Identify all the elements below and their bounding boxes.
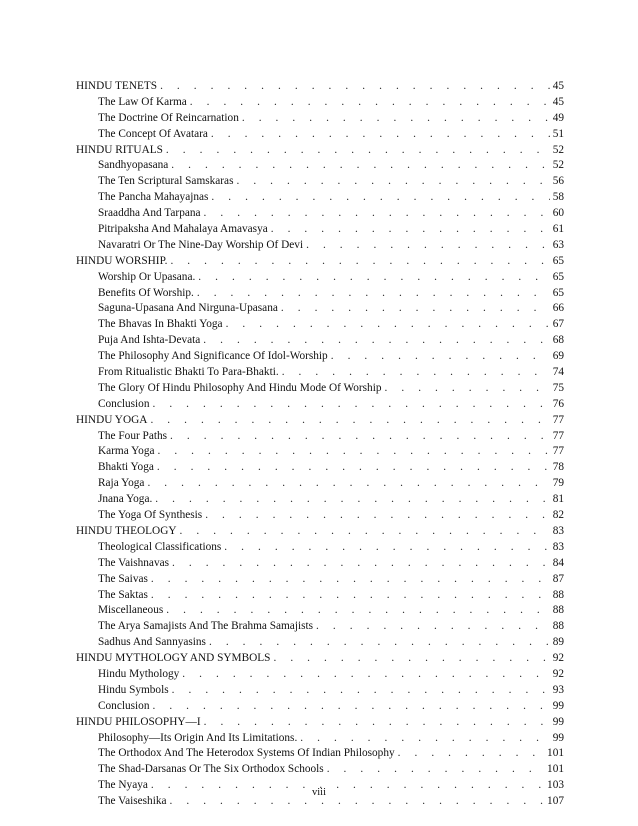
toc-entry-page: 69 — [552, 350, 564, 363]
toc-entry-page: 76 — [552, 397, 564, 410]
toc-section-entry — [76, 524, 564, 540]
toc-entry-title: Puja And Ishta-Devata — [98, 334, 201, 347]
toc-entry-title: The Concept Of Avatara — [98, 127, 208, 140]
toc-entry-title: The Yoga Of Synthesis — [98, 509, 203, 522]
toc-subsection-entry — [76, 111, 564, 127]
toc-subsection-entry — [76, 508, 564, 524]
toc-subsection-entry — [76, 317, 564, 333]
toc-entry-title: The Doctrine Of Reincarnation — [98, 111, 239, 124]
dot-leader — [242, 111, 550, 127]
toc-entry-title: The Saktas — [98, 588, 148, 601]
toc-entry-title: HINDU THEOLOGY — [76, 524, 177, 537]
toc-subsection-entry — [76, 635, 564, 651]
dot-leader — [281, 301, 550, 317]
dot-leader — [180, 524, 550, 540]
toc-entry-title: The Philosophy And Significance Of Idol-Worship — [98, 350, 328, 363]
toc-subsection-entry — [76, 444, 564, 460]
toc-entry-title: Karma Yoga — [98, 445, 155, 458]
toc-entry-page: 65 — [552, 254, 564, 267]
toc-entry-page: 49 — [552, 111, 564, 124]
toc-entry-page: 77 — [552, 429, 564, 442]
toc-subsection-entry — [76, 158, 564, 174]
toc-subsection-entry — [76, 222, 564, 238]
dot-leader — [204, 206, 550, 222]
toc-entry-page: 74 — [552, 366, 564, 379]
toc-entry-page: 84 — [552, 556, 564, 569]
toc-entry-page: 61 — [552, 223, 564, 236]
toc-entry-title: The Four Paths — [98, 429, 168, 442]
toc-entry-page: 78 — [552, 461, 564, 474]
dot-leader — [150, 413, 549, 429]
toc-entry-title: Pitripaksha And Mahalaya Amavasya — [98, 223, 268, 236]
toc-entry-title: The Orthodox And The Heterodox Systems Of Indian Philosophy — [98, 747, 395, 760]
toc-entry-page: 66 — [552, 302, 564, 315]
toc-entry-page: 87 — [552, 572, 564, 585]
toc-subsection-entry — [76, 683, 564, 699]
toc-entry-title: Raja Yoga — [98, 477, 145, 490]
dot-leader — [152, 397, 549, 413]
dot-leader — [273, 651, 549, 667]
toc-entry-title: Miscellaneous — [98, 604, 164, 617]
toc-subsection-entry — [76, 286, 564, 302]
toc-subsection-entry — [76, 238, 564, 254]
toc-subsection-entry — [76, 190, 564, 206]
toc-entry-title: The Glory Of Hindu Philosophy And Hindu Mode Of Worship — [98, 381, 382, 394]
dot-leader — [271, 222, 550, 238]
toc-entry-page: 68 — [552, 334, 564, 347]
toc-entry-title: The Ten Scriptural Samskaras — [98, 175, 234, 188]
table-of-contents — [76, 79, 564, 810]
dot-leader — [170, 254, 549, 270]
dot-leader — [152, 699, 549, 715]
dot-leader — [226, 317, 550, 333]
dot-leader — [204, 715, 550, 731]
toc-entry-title: Hindu Symbols — [98, 683, 169, 696]
dot-leader — [182, 667, 549, 683]
toc-subsection-entry — [76, 556, 564, 572]
dot-leader — [170, 429, 550, 445]
toc-entry-page: 83 — [552, 540, 564, 553]
toc-entry-title: The Vaiseshika — [98, 795, 167, 808]
toc-entry-page: 93 — [552, 683, 564, 696]
page-number: viii — [311, 787, 326, 798]
toc-entry-page: 65 — [552, 286, 564, 299]
toc-entry-title: HINDU TENETS — [76, 80, 158, 92]
dot-leader — [172, 683, 550, 699]
toc-entry-page: 89 — [552, 636, 564, 649]
toc-entry-title: HINDU RITUALS — [76, 143, 163, 156]
toc-entry-title: Theological Classifications — [98, 540, 222, 553]
toc-subsection-entry — [76, 174, 564, 190]
toc-entry-page: 60 — [552, 207, 564, 220]
dot-leader — [157, 444, 549, 460]
toc-subsection-entry — [76, 492, 564, 508]
toc-entry-title: HINDU PHILOSOPHY—I — [76, 715, 201, 728]
toc-subsection-entry — [76, 476, 564, 492]
toc-section-entry — [76, 254, 564, 270]
toc-entry-title: Navaratri Or The Nine-Day Worship Of Devi — [98, 238, 304, 251]
toc-subsection-entry — [76, 429, 564, 445]
toc-subsection-entry — [76, 365, 564, 381]
dot-leader — [190, 95, 550, 111]
toc-entry-page: 81 — [552, 493, 564, 506]
dot-leader — [224, 540, 549, 556]
toc-subsection-entry — [76, 333, 564, 349]
dot-leader — [306, 238, 550, 254]
toc-entry-page: 58 — [552, 191, 564, 204]
toc-entry-page: 52 — [552, 159, 564, 172]
toc-subsection-entry — [76, 603, 564, 619]
toc-entry-page: 56 — [552, 175, 564, 188]
dot-leader — [198, 270, 549, 286]
toc-entry-page: 107 — [547, 795, 564, 808]
dot-leader — [172, 556, 550, 572]
toc-entry-title: The Shad-Darsanas Or The Six Orthodox Schools — [98, 763, 324, 776]
toc-entry-title: The Vaishnavas — [98, 556, 170, 569]
toc-entry-page: 75 — [552, 381, 564, 394]
toc-entry-page: 79 — [552, 477, 564, 490]
dot-leader — [300, 731, 549, 747]
toc-entry-page: 51 — [552, 127, 564, 140]
toc-entry-title: HINDU WORSHIP. — [76, 254, 168, 267]
toc-entry-page: 92 — [552, 667, 564, 680]
dot-leader — [197, 286, 550, 302]
toc-entry-title: Sandhyopasana — [98, 159, 169, 172]
toc-subsection-entry — [76, 540, 564, 556]
dot-leader — [211, 127, 550, 143]
toc-entry-title: Conclusion — [98, 699, 150, 712]
toc-entry-page: 52 — [552, 143, 564, 156]
toc-entry-title: Saguna-Upasana And Nirguna-Upasana — [98, 302, 278, 315]
toc-subsection-entry — [76, 206, 564, 222]
dot-leader — [211, 190, 549, 206]
toc-subsection-entry — [76, 95, 564, 111]
toc-entry-title: Sraaddha And Tarpana — [98, 207, 201, 220]
dot-leader — [151, 572, 550, 588]
toc-entry-page: 101 — [547, 763, 564, 776]
toc-entry-page: 99 — [552, 715, 564, 728]
toc-section-entry — [76, 143, 564, 159]
dot-leader — [236, 174, 549, 190]
toc-entry-title: HINDU MYTHOLOGY AND SYMBOLS — [76, 652, 271, 665]
toc-entry-page: 88 — [552, 620, 564, 633]
toc-subsection-entry — [76, 588, 564, 604]
toc-entry-title: HINDU YOGA — [76, 413, 148, 426]
toc-entry-title: Benefits Of Worship. — [98, 286, 194, 299]
toc-entry-title: Jnana Yoga. — [98, 493, 153, 506]
toc-entry-page: 65 — [552, 270, 564, 283]
toc-subsection-entry — [76, 572, 564, 588]
toc-entry-page: 99 — [552, 731, 564, 744]
toc-entry-page: 92 — [552, 652, 564, 665]
toc-entry-title: Hindu Mythology — [98, 667, 180, 680]
dot-leader — [171, 158, 549, 174]
toc-entry-page: 101 — [547, 747, 564, 760]
toc-subsection-entry — [76, 397, 564, 413]
dot-leader — [166, 143, 550, 159]
toc-entry-page: 103 — [547, 779, 564, 792]
dot-leader — [205, 508, 550, 524]
toc-entry-page: 83 — [552, 524, 564, 537]
toc-entry-page: 88 — [552, 604, 564, 617]
toc-entry-title: Worship Or Upasana. — [98, 270, 196, 283]
dot-leader — [385, 381, 550, 397]
toc-entry-title: From Ritualistic Bhakti To Para-Bhakti. — [98, 366, 279, 379]
toc-entry-title: Bhakti Yoga — [98, 461, 154, 474]
toc-subsection-entry — [76, 699, 564, 715]
toc-entry-title: The Nyaya — [98, 779, 148, 792]
toc-entry-title: Philosophy—Its Origin And Its Limitations. — [98, 731, 298, 744]
toc-entry-title: The Bhavas In Bhakti Yoga — [98, 318, 223, 331]
toc-entry-title: Conclusion — [98, 397, 150, 410]
dot-leader — [166, 603, 549, 619]
dot-leader — [147, 476, 549, 492]
toc-entry-title: Sadhus And Sannyasins — [98, 636, 206, 649]
toc-section-entry — [76, 651, 564, 667]
toc-subsection-entry — [76, 731, 564, 747]
toc-subsection-entry — [76, 301, 564, 317]
toc-entry-title: The Pancha Mahayajnas — [98, 191, 209, 204]
toc-subsection-entry — [76, 460, 564, 476]
dot-leader — [160, 79, 550, 95]
toc-subsection-entry — [76, 667, 564, 683]
toc-entry-page: 88 — [552, 588, 564, 601]
dot-leader — [151, 588, 550, 604]
toc-subsection-entry — [76, 762, 564, 778]
dot-leader — [209, 635, 550, 651]
toc-section-entry — [76, 715, 564, 731]
dot-leader — [398, 746, 544, 762]
dot-leader — [282, 365, 550, 381]
dot-leader — [157, 460, 550, 476]
toc-entry-title: The Saivas — [98, 572, 148, 585]
toc-subsection-entry — [76, 381, 564, 397]
toc-entry-page: 63 — [552, 238, 564, 251]
toc-entry-title: The Law Of Karma — [98, 95, 187, 108]
toc-entry-page: 45 — [552, 95, 564, 108]
dot-leader — [331, 349, 550, 365]
toc-entry-page: 77 — [552, 445, 564, 458]
toc-subsection-entry — [76, 127, 564, 143]
dot-leader — [327, 762, 544, 778]
toc-section-entry — [76, 413, 564, 429]
toc-entry-title: The Arya Samajists And The Brahma Samajists — [98, 620, 314, 633]
toc-entry-page: 77 — [552, 413, 564, 426]
toc-entry-page: 45 — [552, 80, 564, 92]
toc-section-entry — [76, 79, 564, 95]
toc-subsection-entry — [76, 746, 564, 762]
toc-subsection-entry — [76, 619, 564, 635]
toc-subsection-entry — [76, 270, 564, 286]
dot-leader — [316, 619, 550, 635]
dot-leader — [155, 492, 549, 508]
toc-entry-page: 82 — [552, 509, 564, 522]
toc-entry-page: 67 — [552, 318, 564, 331]
toc-entry-page: 99 — [552, 699, 564, 712]
dot-leader — [203, 333, 549, 349]
toc-subsection-entry — [76, 349, 564, 365]
